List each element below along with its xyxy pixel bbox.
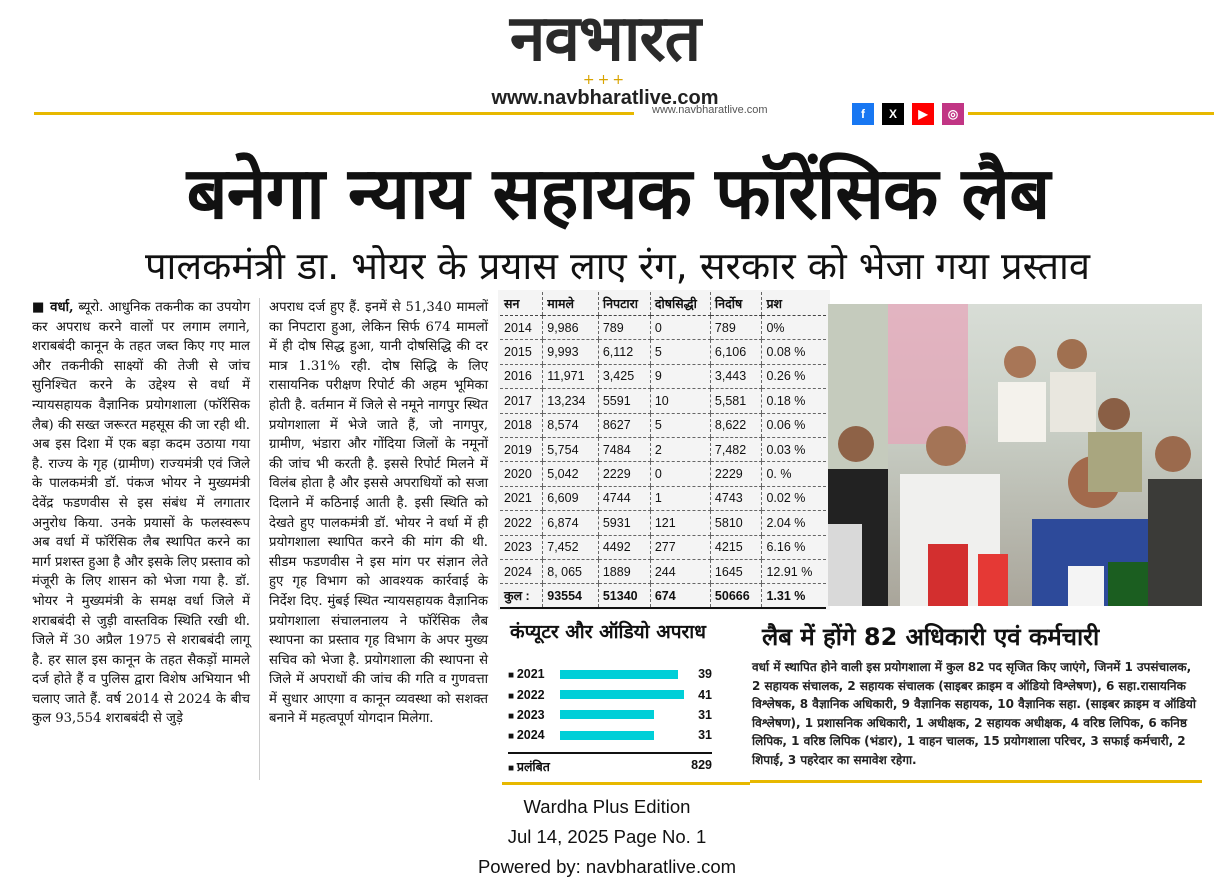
table-cell: 2023	[500, 535, 543, 559]
table-cell: 10	[650, 389, 710, 413]
prohibition-cases-table	[500, 292, 826, 609]
table-header: दोषसिद्धी	[650, 292, 710, 316]
bar-category-label: ■ 2024	[508, 728, 560, 742]
bar-row	[508, 725, 712, 745]
pending-label: ■ प्रलंबित	[508, 758, 550, 775]
bar-value-label: 31	[698, 707, 712, 722]
x-icon[interactable]: X	[882, 103, 904, 125]
bar-row	[508, 705, 712, 725]
table-row	[500, 486, 826, 510]
section-rule-left	[502, 782, 750, 785]
news-photo	[828, 304, 1202, 606]
table-cell: 5,581	[710, 389, 762, 413]
table-cell: 2017	[500, 389, 543, 413]
table-cell: 9	[650, 364, 710, 388]
table-cell: 8627	[598, 413, 650, 437]
bar-mark	[560, 710, 654, 719]
bar-category-label: ■ 2021	[508, 667, 560, 681]
table-cell: 2229	[710, 462, 762, 486]
table-cell: 6.16 %	[762, 535, 826, 559]
table-total-cell: 674	[650, 584, 710, 608]
table-cell: 7484	[598, 437, 650, 461]
table-cell: 244	[650, 559, 710, 583]
photo-illustration	[828, 304, 1202, 606]
column-divider	[259, 298, 260, 780]
table-cell: 277	[650, 535, 710, 559]
bar-mark	[560, 690, 684, 699]
table-row	[500, 316, 826, 340]
table-cell: 5	[650, 340, 710, 364]
bar-mark	[560, 670, 678, 679]
newspaper-logo: नवभारत	[509, 2, 701, 76]
table-cell: 4744	[598, 486, 650, 510]
table-cell: 1	[650, 486, 710, 510]
table-cell: 5810	[710, 511, 762, 535]
bar-category-label: ■ 2023	[508, 708, 560, 722]
table-cell: 789	[598, 316, 650, 340]
table-cell: 6,112	[598, 340, 650, 364]
table-row	[500, 340, 826, 364]
table-cell: 0	[650, 316, 710, 340]
masthead	[455, 4, 755, 110]
bar-track	[560, 710, 684, 719]
bar-track	[560, 670, 684, 679]
table-cell: 2014	[500, 316, 543, 340]
table-row	[500, 413, 826, 437]
table-cell: 1645	[710, 559, 762, 583]
table-cell: 2016	[500, 364, 543, 388]
bar-value-label: 39	[698, 667, 712, 682]
table-header: निर्दोष	[710, 292, 762, 316]
table-cell: 0.02 %	[762, 486, 826, 510]
table-total-row	[500, 584, 826, 608]
table-row	[500, 389, 826, 413]
table-cell: 5,042	[543, 462, 599, 486]
bar-row	[508, 684, 712, 704]
date-page-label: Jul 14, 2025 Page No. 1	[507, 826, 707, 847]
headline: बनेगा न्याय सहायक फॉरेंसिक लैब	[186, 151, 1050, 235]
bar-category-label: ■ 2022	[508, 688, 560, 702]
table-cell: 8,622	[710, 413, 762, 437]
subheadline: पालकमंत्री डा. भोयर के प्रयास लाए रंग, सरकार को भेजा गया प्रस्ताव	[144, 244, 1091, 288]
table-header-row	[500, 292, 826, 316]
table-cell: 0.26 %	[762, 364, 826, 388]
dateline: वर्धा,	[50, 300, 74, 315]
table-cell: 121	[650, 511, 710, 535]
table-total-cell: 93554	[543, 584, 599, 608]
article-column-1	[32, 298, 250, 729]
table-cell: 2020	[500, 462, 543, 486]
table-cell: 6,609	[543, 486, 599, 510]
table-cell: 8, 065	[543, 559, 599, 583]
masthead-rule-left	[34, 112, 634, 115]
bar-mark	[560, 731, 654, 740]
lab-staff-title: लैब में होंगे 82 अधिकारी एवं कर्मचारी	[762, 623, 1100, 651]
table-cell: 5	[650, 413, 710, 437]
instagram-icon[interactable]: ◎	[942, 103, 964, 125]
table-cell: 3,443	[710, 364, 762, 388]
table-cell: 6,106	[710, 340, 762, 364]
table-cell: 4492	[598, 535, 650, 559]
table-cell: 2	[650, 437, 710, 461]
table-cell: 0%	[762, 316, 826, 340]
table-header: सन	[500, 292, 543, 316]
table-cell: 0	[650, 462, 710, 486]
table-cell: 0.03 %	[762, 437, 826, 461]
table-cell: 12.91 %	[762, 559, 826, 583]
table-total-cell: 1.31 %	[762, 584, 826, 608]
table-cell: 2015	[500, 340, 543, 364]
bar-row	[508, 664, 712, 684]
dateline-bullet: ■	[32, 300, 51, 315]
table-cell: 6,874	[543, 511, 599, 535]
cyber-crime-title: कंप्यूटर और ऑडियो अपराध	[510, 621, 706, 643]
page-footer	[400, 792, 814, 878]
logo-ornament: +++	[582, 72, 628, 88]
table-row	[500, 535, 826, 559]
table-cell: 4215	[710, 535, 762, 559]
table-cell: 0. %	[762, 462, 826, 486]
table-cell: 5591	[598, 389, 650, 413]
pending-value: 829	[691, 757, 712, 772]
table-cell: 2.04 %	[762, 511, 826, 535]
masthead-url[interactable]: www.navbharatlive.com	[491, 87, 719, 109]
youtube-icon[interactable]: ▶	[912, 103, 934, 125]
section-rule-right	[750, 780, 1202, 783]
table-cell: 5,754	[543, 437, 599, 461]
table-cell: 7,482	[710, 437, 762, 461]
table-header: निपटारा	[598, 292, 650, 316]
table-cell: 2024	[500, 559, 543, 583]
table-cell: 789	[710, 316, 762, 340]
table-row	[500, 462, 826, 486]
table-cell: 2018	[500, 413, 543, 437]
table-total-cell: 50666	[710, 584, 762, 608]
table-cell: 0.08 %	[762, 340, 826, 364]
table-cell: 8,574	[543, 413, 599, 437]
table-row	[500, 559, 826, 583]
bar-track	[560, 690, 684, 699]
masthead-rule-right	[968, 112, 1214, 115]
bar-value-label: 31	[698, 728, 712, 743]
table-header: प्रश	[762, 292, 826, 316]
powered-by-link[interactable]: Powered by: navbharatlive.com	[477, 856, 737, 877]
table-cell: 11,971	[543, 364, 599, 388]
table-total-cell: 51340	[598, 584, 650, 608]
table-cell: 3,425	[598, 364, 650, 388]
facebook-icon[interactable]: f	[852, 103, 874, 125]
table-row	[500, 511, 826, 535]
bar-value-label: 41	[698, 687, 712, 702]
table-cell: 0.06 %	[762, 413, 826, 437]
table-cell: 2229	[598, 462, 650, 486]
partial-url: www.navbharatlive.com	[652, 104, 768, 116]
table-cell: 5931	[598, 511, 650, 535]
table-cell: 2019	[500, 437, 543, 461]
edition-label: Wardha Plus Edition	[523, 796, 691, 817]
table-cell: 9,986	[543, 316, 599, 340]
cyber-crime-chart	[508, 664, 712, 775]
table-cell: 9,993	[543, 340, 599, 364]
table-cell: 2021	[500, 486, 543, 510]
bar-track	[560, 731, 684, 740]
table-cell: 1889	[598, 559, 650, 583]
table-cell: 7,452	[543, 535, 599, 559]
table-total-cell: कुल :	[500, 584, 543, 608]
table-row	[500, 364, 826, 388]
table-row	[500, 437, 826, 461]
table-cell: 2022	[500, 511, 543, 535]
table-cell: 4743	[710, 486, 762, 510]
table-header: मामले	[543, 292, 599, 316]
article-text-1: ब्यूरो. आधुनिक तकनीक का उपयोग कर अपराध करने वालों पर लगाम लगाने, शराबबंदी कानून के तहत जब्त किए गए माल और तकनीकी साक्ष्यों की तेजी से जांच सुनिश्चित करने के उद्देश्य से वर्धा में न्यायसहायक वैज्ञानिक प्रयोगशाला (फॉरेंसिक लैब) की सख्त जरूरत महसूस की जा रही थी. अब इस दिशा में एक बड़ा कदम उठाया गया है. राज्य के गृह (ग्रामीण) राज्यमंत्री एवं जिले के पालकमंत्री डॉ. पंकज भोयर ने मुख्यमंत्री देवेंद्र फडणवीस से इस संबंध में लगातार अनुरोध किया. उनके प्रयासों के फलस्वरूप अब वर्धा में फॉरेंसिक लैब स्थापित करने का मार्ग प्रशस्त हुआ है और इसके लिए प्रस्ताव को मंजूरी के लिए शासन को भेजा गया है. डॉ. भोयर ने मुख्यमंत्री के समक्ष वर्धा जिले में शराबबंदी से जुड़ी वास्तविक स्थिति रखी थी. जिले में 30 अप्रैल 1975 से शराबबंदी लागू है. हर साल इस कानून के तहत सैकड़ों मामले दर्ज होते हैं व पुलिस द्वारा विशेष अभियान भी चलाए जाते हैं. वर्ष 2014 से 2024 के बीच कुल 93,554 शराबबंदी से जुड़े	[32, 300, 250, 727]
article-column-2: अपराध दर्ज हुए हैं. इनमें से 51,340 मामलों का निपटारा हुआ, लेकिन सिर्फ 674 मामलों में ही दोष सिद्ध हुआ, यानी दोषसिद्धि की दर मात्र 1.31% रही. दोष सिद्धि के लिए रासायनिक परीक्षण रिपोर्ट की अहम भूमिका होती है. वर्तमान में जिले से नमूने नागपुर स्थित प्रयोगशाला में भेजे जाते हैं, जो नागपुर, ग्रामीण, भंडारा और गोंदिया जिलों के नमूनों की जांच भी करती है. इससे रिपोर्ट मिलने में विलंब होता है और इससे अपराधियों को सजा दिलाने में कठिनाई आती है. इसी स्थिति को देखते हुए पालकमंत्री डॉ. भोयर ने वर्धा में ही प्रयोगशाला स्थापित करने की मांग की थी. सीडम फडणवीस ने इस मांग पर संज्ञान लेते हुए गृह विभाग को आवश्यक कार्रवाई के निर्देश दिए. मुंबई स्थित न्यायसहायक वैज्ञानिक प्रयोगशाला संचालनालय ने फॉरेंसिक लैब स्थापना का प्रस्ताव गृह विभाग के अपर मुख्य सचिव को भेजा है. प्रयोगशाला की स्थापना से जिले में अपराधों की जांच की गति व गुणवत्ता में सुधार आएगा व कानून व्यवस्था को सशक्त बनाने में महत्वपूर्ण योगदान मिलेगा.	[269, 300, 488, 727]
social-links	[852, 103, 964, 125]
table-cell: 13,234	[543, 389, 599, 413]
pending-row	[508, 752, 712, 775]
lab-staff-text: वर्धा में स्थापित होने वाली इस प्रयोगशाला में कुल 82 पद सृजित किए जाएंगे, जिनमें 1 उपसंचालक, 2 सहायक संचालक, 2 सहायक संचालक (साइबर क्राइम व ऑडियो विश्लेषण), 6 सहा.रासायनिक विश्लेषक, 8 वैज्ञानिक अधिकारी, 9 वैज्ञानिक सहायक, 10 वैज्ञानिक सहा. (साइबर क्राइम व ऑडियो विश्लेषण), 1 प्रशासनिक अधिकारी, 1 अधीक्षक, 2 सहायक अधीक्षक, 4 वरिष्ठ लिपिक, 6 कनिष्ठ लिपिक, 1 वरिष्ठ लिपिक (भंडार), 1 वाहन चालक, 15 प्रयोगशाला परिचर, 3 सफाई कर्मचारी, 2 शिपाई, 3 पहरेदार का समावेश रहेगा.	[752, 660, 1196, 767]
table-cell: 0.18 %	[762, 389, 826, 413]
